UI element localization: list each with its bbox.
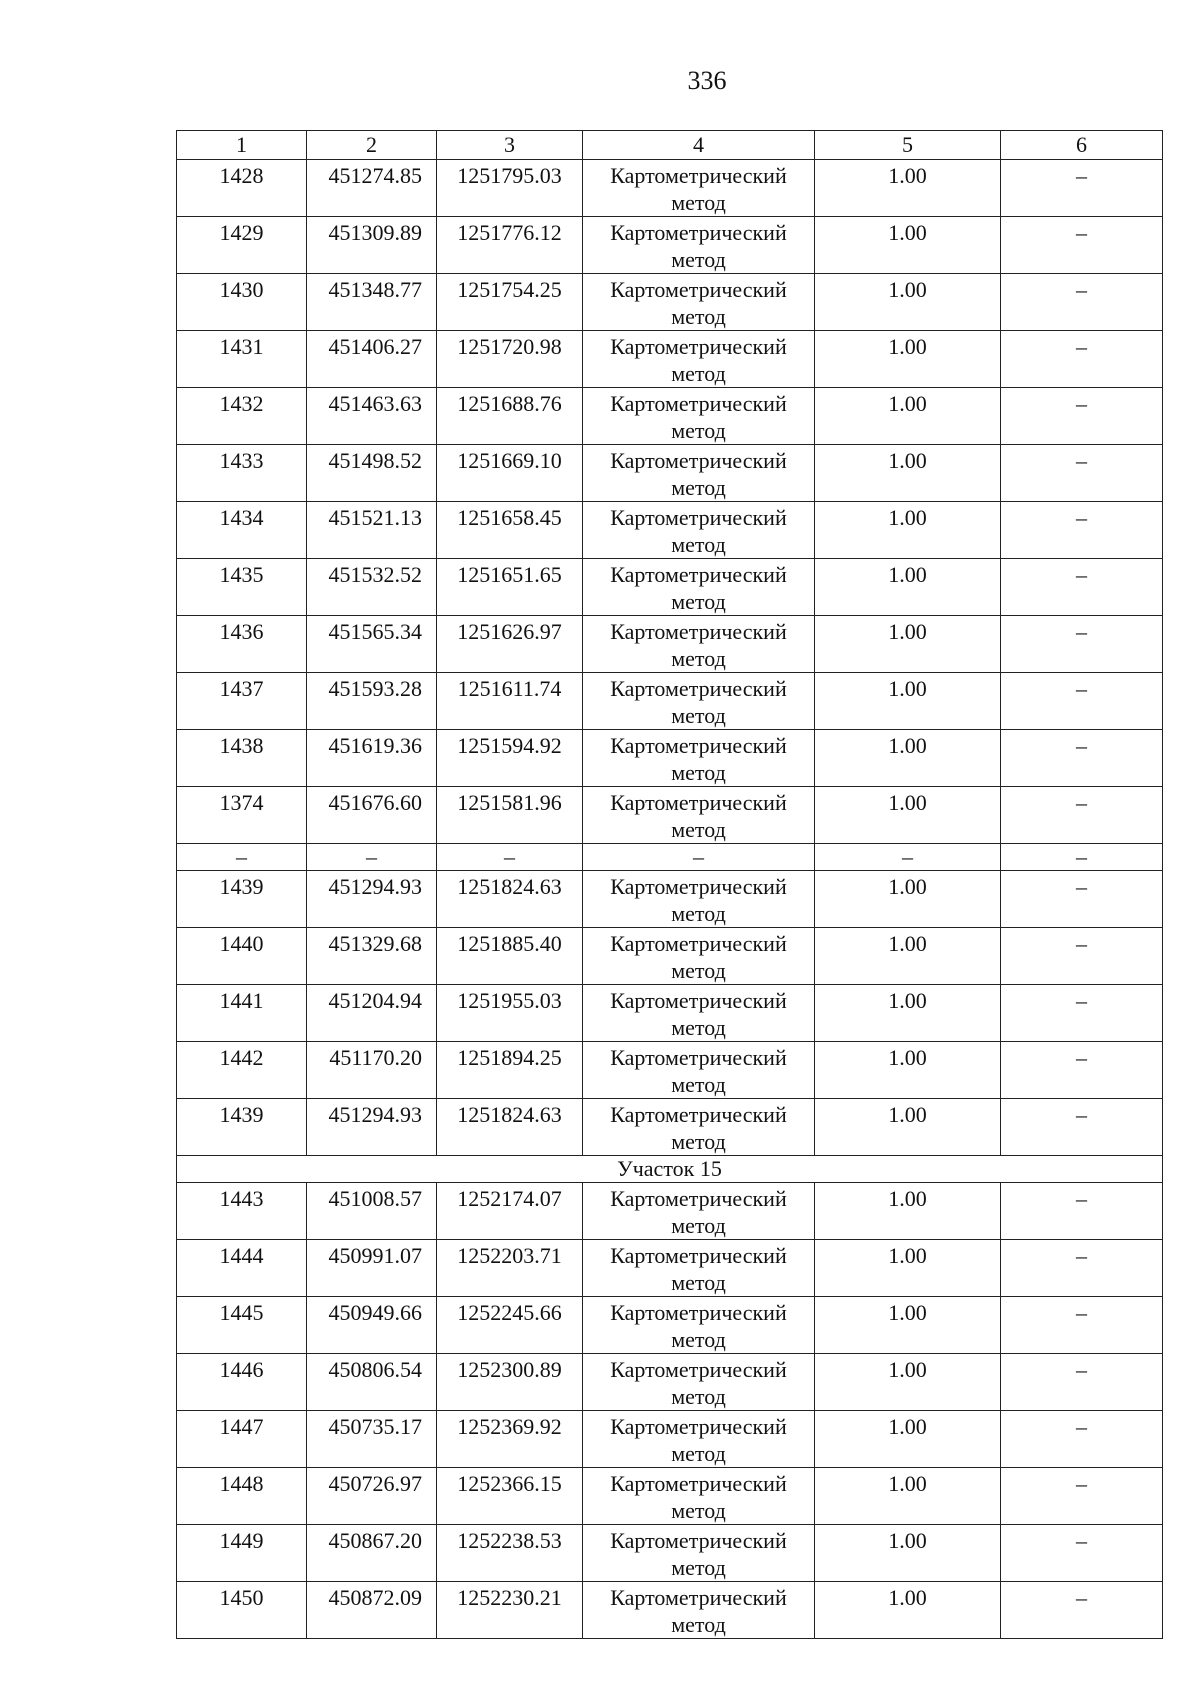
precision-cell: 1.00 [815,985,1001,1042]
precision-cell: 1.00 [815,1411,1001,1468]
column-header-3: 3 [437,131,583,160]
table-row [177,217,1163,274]
precision-cell: 1.00 [815,616,1001,673]
method-cell [583,673,815,730]
separator-dash-cell: – [177,844,307,871]
precision-cell: 1.00 [815,1183,1001,1240]
x-coordinate-cell: 450991.07 [307,1240,437,1297]
method-cell [583,160,815,217]
table-row [177,388,1163,445]
method-cell [583,1297,815,1354]
note-cell: – [1001,1297,1163,1354]
point-number-cell: 1435 [177,559,307,616]
method-line-1: Картометрический [610,1585,787,1610]
note-cell: – [1001,985,1163,1042]
table-body [177,160,1163,1639]
x-coordinate-cell: 450726.97 [307,1468,437,1525]
table-row [177,1468,1163,1525]
precision-cell: 1.00 [815,787,1001,844]
precision-cell: 1.00 [815,871,1001,928]
y-coordinate-cell: 1252300.89 [437,1354,583,1411]
method-line-2: метод [671,901,726,926]
y-coordinate-cell: 1251669.10 [437,445,583,502]
y-coordinate-cell: 1252366.15 [437,1468,583,1525]
point-number-cell: 1443 [177,1183,307,1240]
point-number-cell: 1428 [177,160,307,217]
table-row [177,871,1163,928]
method-line-1: Картометрический [610,277,787,302]
method-cell [583,1240,815,1297]
x-coordinate-cell: 450735.17 [307,1411,437,1468]
method-line-2: метод [671,190,726,215]
point-number-cell: 1429 [177,217,307,274]
precision-cell: 1.00 [815,502,1001,559]
x-coordinate-cell: 451309.89 [307,217,437,274]
point-number-cell: 1445 [177,1297,307,1354]
x-coordinate-cell: 451463.63 [307,388,437,445]
table-row [177,730,1163,787]
coordinates-table [176,130,1163,1639]
precision-cell: 1.00 [815,673,1001,730]
point-number-cell: 1374 [177,787,307,844]
table-row [177,160,1163,217]
table-row [177,502,1163,559]
point-number-cell: 1437 [177,673,307,730]
point-number-cell: 1432 [177,388,307,445]
method-cell [583,1183,815,1240]
x-coordinate-cell: 451170.20 [307,1042,437,1099]
note-cell: – [1001,445,1163,502]
section-title: Участок 15 [177,1156,1163,1183]
separator-dash-cell: – [307,844,437,871]
separator-dash-cell: – [437,844,583,871]
note-cell: – [1001,1354,1163,1411]
note-cell: – [1001,559,1163,616]
method-line-1: Картометрический [610,1300,787,1325]
method-line-1: Картометрический [610,733,787,758]
y-coordinate-cell: 1251626.97 [437,616,583,673]
precision-cell: 1.00 [815,274,1001,331]
note-cell: – [1001,616,1163,673]
method-line-1: Картометрический [610,448,787,473]
point-number-cell: 1430 [177,274,307,331]
y-coordinate-cell: 1251824.63 [437,871,583,928]
y-coordinate-cell: 1251720.98 [437,331,583,388]
method-line-1: Картометрический [610,1471,787,1496]
method-line-2: метод [671,1327,726,1352]
precision-cell: 1.00 [815,1042,1001,1099]
method-cell [583,217,815,274]
x-coordinate-cell: 450806.54 [307,1354,437,1411]
x-coordinate-cell: 451619.36 [307,730,437,787]
precision-cell: 1.00 [815,928,1001,985]
precision-cell: 1.00 [815,1468,1001,1525]
x-coordinate-cell: 451008.57 [307,1183,437,1240]
y-coordinate-cell: 1251611.74 [437,673,583,730]
x-coordinate-cell: 451521.13 [307,502,437,559]
method-line-1: Картометрический [610,391,787,416]
x-coordinate-cell: 450949.66 [307,1297,437,1354]
method-line-2: метод [671,475,726,500]
point-number-cell: 1436 [177,616,307,673]
note-cell: – [1001,1240,1163,1297]
precision-cell: 1.00 [815,1525,1001,1582]
point-number-cell: 1444 [177,1240,307,1297]
method-line-2: метод [671,1498,726,1523]
method-cell [583,985,815,1042]
x-coordinate-cell: 451406.27 [307,331,437,388]
method-line-1: Картометрический [610,1045,787,1070]
point-number-cell: 1448 [177,1468,307,1525]
table-row [177,1411,1163,1468]
table-row [177,1240,1163,1297]
method-cell [583,559,815,616]
method-cell [583,1411,815,1468]
table-row [177,445,1163,502]
y-coordinate-cell: 1251658.45 [437,502,583,559]
method-line-1: Картометрический [610,1243,787,1268]
point-number-cell: 1447 [177,1411,307,1468]
method-line-1: Картометрический [610,562,787,587]
table-row [177,1297,1163,1354]
method-cell [583,1582,815,1639]
y-coordinate-cell: 1251795.03 [437,160,583,217]
method-cell [583,1099,815,1156]
point-number-cell: 1439 [177,871,307,928]
column-header-1: 1 [177,131,307,160]
precision-cell: 1.00 [815,1582,1001,1639]
x-coordinate-cell: 451593.28 [307,673,437,730]
note-cell: – [1001,502,1163,559]
y-coordinate-cell: 1251594.92 [437,730,583,787]
method-line-1: Картометрический [610,790,787,815]
table-row [177,559,1163,616]
x-coordinate-cell: 451565.34 [307,616,437,673]
table-row [177,1099,1163,1156]
separator-dash-cell: – [1001,844,1163,871]
method-line-1: Картометрический [610,1186,787,1211]
table-row [177,1183,1163,1240]
table-row [177,331,1163,388]
note-cell: – [1001,274,1163,331]
method-line-2: метод [671,418,726,443]
x-coordinate-cell: 451204.94 [307,985,437,1042]
x-coordinate-cell: 451294.93 [307,871,437,928]
method-cell [583,1354,815,1411]
y-coordinate-cell: 1251776.12 [437,217,583,274]
page-number: 336 [687,66,727,95]
x-coordinate-cell: 451532.52 [307,559,437,616]
y-coordinate-cell: 1252245.66 [437,1297,583,1354]
method-line-2: метод [671,361,726,386]
note-cell: – [1001,1468,1163,1525]
method-line-2: метод [671,532,726,557]
method-line-2: метод [671,1441,726,1466]
method-line-2: метод [671,1384,726,1409]
precision-cell: 1.00 [815,730,1001,787]
y-coordinate-cell: 1251688.76 [437,388,583,445]
method-line-2: метод [671,817,726,842]
y-coordinate-cell: 1252174.07 [437,1183,583,1240]
table-row [177,1525,1163,1582]
x-coordinate-cell: 451676.60 [307,787,437,844]
table-row [177,787,1163,844]
method-cell [583,928,815,985]
note-cell: – [1001,1099,1163,1156]
point-number-cell: 1431 [177,331,307,388]
table-row [177,616,1163,673]
method-cell [583,274,815,331]
y-coordinate-cell: 1252203.71 [437,1240,583,1297]
point-number-cell: 1439 [177,1099,307,1156]
note-cell: – [1001,871,1163,928]
note-cell: – [1001,388,1163,445]
method-line-2: метод [671,247,726,272]
precision-cell: 1.00 [815,388,1001,445]
method-line-1: Картометрический [610,1357,787,1382]
precision-cell: 1.00 [815,217,1001,274]
table-row [177,1354,1163,1411]
note-cell: – [1001,1183,1163,1240]
note-cell: – [1001,160,1163,217]
point-number-cell: 1441 [177,985,307,1042]
separator-dash-cell: – [815,844,1001,871]
method-cell [583,331,815,388]
table-row [177,1582,1163,1639]
y-coordinate-cell: 1252369.92 [437,1411,583,1468]
method-cell [583,616,815,673]
method-cell [583,1042,815,1099]
column-header-4: 4 [583,131,815,160]
y-coordinate-cell: 1251581.96 [437,787,583,844]
point-number-cell: 1438 [177,730,307,787]
precision-cell: 1.00 [815,160,1001,217]
method-line-2: метод [671,1129,726,1154]
method-line-2: метод [671,1015,726,1040]
method-line-1: Картометрический [610,163,787,188]
y-coordinate-cell: 1252238.53 [437,1525,583,1582]
x-coordinate-cell: 451498.52 [307,445,437,502]
x-coordinate-cell: 451274.85 [307,160,437,217]
precision-cell: 1.00 [815,1099,1001,1156]
method-cell [583,871,815,928]
note-cell: – [1001,1582,1163,1639]
y-coordinate-cell: 1251651.65 [437,559,583,616]
note-cell: – [1001,1042,1163,1099]
x-coordinate-cell: 450867.20 [307,1525,437,1582]
table-row [177,928,1163,985]
note-cell: – [1001,673,1163,730]
precision-cell: 1.00 [815,1354,1001,1411]
x-coordinate-cell: 450872.09 [307,1582,437,1639]
method-cell [583,445,815,502]
method-cell [583,730,815,787]
x-coordinate-cell: 451329.68 [307,928,437,985]
note-cell: – [1001,787,1163,844]
method-line-2: метод [671,958,726,983]
method-cell [583,388,815,445]
method-line-1: Картометрический [610,988,787,1013]
table-header-row [177,131,1163,160]
y-coordinate-cell: 1251824.63 [437,1099,583,1156]
column-header-6: 6 [1001,131,1163,160]
section-title-row [177,1156,1163,1183]
method-line-1: Картометрический [610,334,787,359]
note-cell: – [1001,730,1163,787]
method-line-1: Картометрический [610,874,787,899]
method-line-1: Картометрический [610,619,787,644]
precision-cell: 1.00 [815,445,1001,502]
method-line-1: Картометрический [610,505,787,530]
point-number-cell: 1446 [177,1354,307,1411]
point-number-cell: 1433 [177,445,307,502]
method-line-2: метод [671,304,726,329]
y-coordinate-cell: 1251885.40 [437,928,583,985]
method-line-1: Картометрический [610,220,787,245]
note-cell: – [1001,928,1163,985]
separator-row [177,844,1163,871]
method-line-2: метод [671,1072,726,1097]
y-coordinate-cell: 1251754.25 [437,274,583,331]
y-coordinate-cell: 1251955.03 [437,985,583,1042]
note-cell: – [1001,1411,1163,1468]
point-number-cell: 1434 [177,502,307,559]
precision-cell: 1.00 [815,331,1001,388]
point-number-cell: 1449 [177,1525,307,1582]
method-cell [583,1525,815,1582]
point-number-cell: 1442 [177,1042,307,1099]
precision-cell: 1.00 [815,559,1001,616]
separator-dash-cell: – [583,844,815,871]
column-header-2: 2 [307,131,437,160]
table-row [177,274,1163,331]
method-line-2: метод [671,760,726,785]
method-line-1: Картометрический [610,676,787,701]
method-line-1: Картометрический [610,931,787,956]
x-coordinate-cell: 451348.77 [307,274,437,331]
point-number-cell: 1440 [177,928,307,985]
precision-cell: 1.00 [815,1240,1001,1297]
method-line-2: метод [671,703,726,728]
precision-cell: 1.00 [815,1297,1001,1354]
method-line-1: Картометрический [610,1414,787,1439]
table-row [177,985,1163,1042]
table-row [177,673,1163,730]
y-coordinate-cell: 1252230.21 [437,1582,583,1639]
method-line-2: метод [671,1213,726,1238]
method-cell [583,1468,815,1525]
method-line-1: Картометрический [610,1528,787,1553]
note-cell: – [1001,217,1163,274]
method-cell [583,502,815,559]
method-line-2: метод [671,1270,726,1295]
table-row [177,1042,1163,1099]
note-cell: – [1001,1525,1163,1582]
method-line-2: метод [671,646,726,671]
method-line-2: метод [671,589,726,614]
method-line-1: Картометрический [610,1102,787,1127]
y-coordinate-cell: 1251894.25 [437,1042,583,1099]
method-line-2: метод [671,1555,726,1580]
point-number-cell: 1450 [177,1582,307,1639]
column-header-5: 5 [815,131,1001,160]
x-coordinate-cell: 451294.93 [307,1099,437,1156]
method-line-2: метод [671,1612,726,1637]
note-cell: – [1001,331,1163,388]
method-cell [583,787,815,844]
